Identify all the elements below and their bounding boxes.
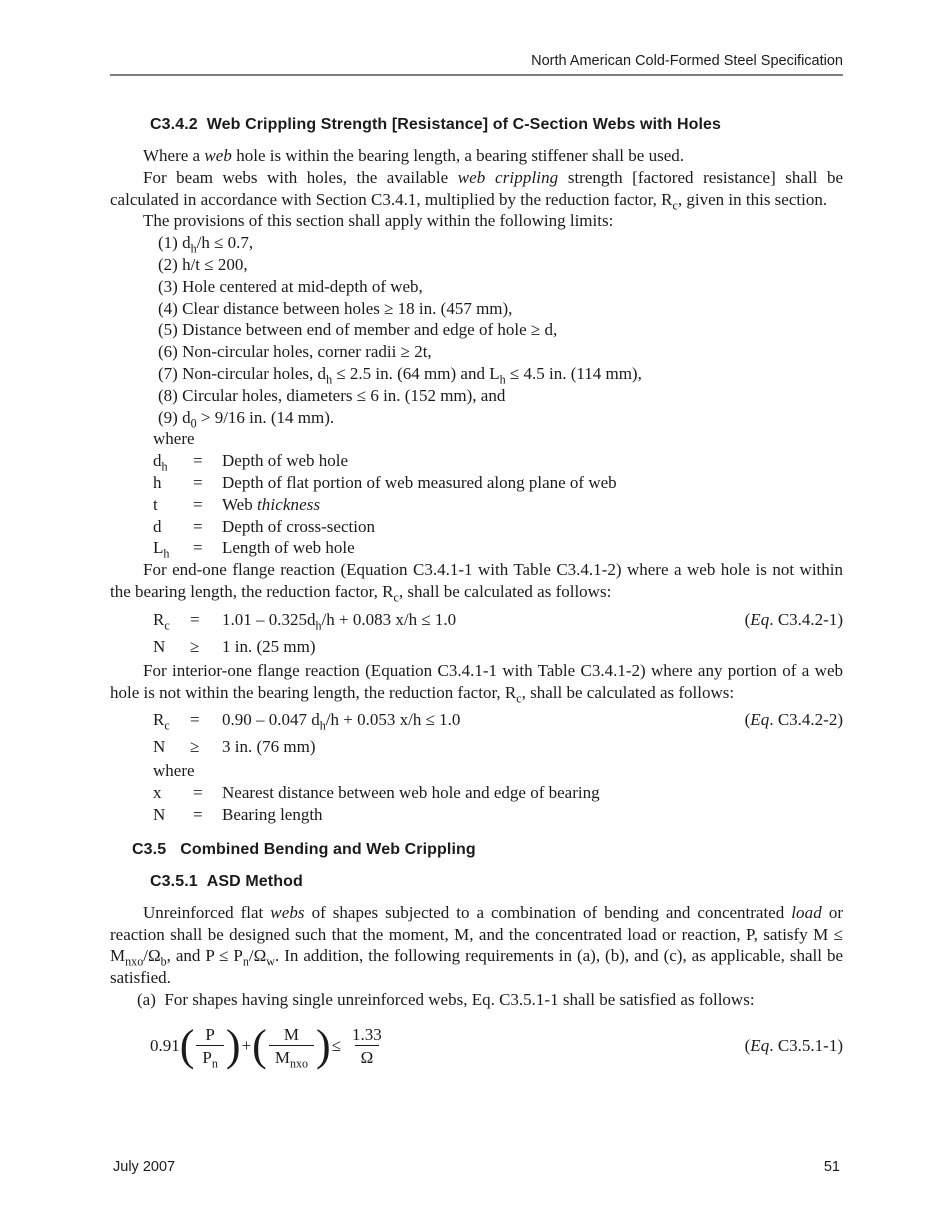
limit-item-8: (8) Circular holes, diameters ≤ 6 in. (152 mm), and xyxy=(158,385,506,405)
definition-symbol: $L_h$ xyxy=(153,538,170,561)
equation-c3421 xyxy=(153,606,843,633)
paragraph-interior-one-flange: For interior-one flange reaction (Equation C3.4.1-1 with Table C3.4.1-2) where any portion of a web hole is not within the bearing length, the reduction factor, $R_c$, shall be calculated as follows: xyxy=(110,660,843,705)
section-title: Combined Bending and Web Crippling xyxy=(180,840,476,858)
definition-symbol: N xyxy=(153,804,166,824)
definition-text: Depth of web hole xyxy=(222,451,349,471)
condition-value: 3 in. (76 mm) xyxy=(222,737,316,757)
leq-operator: ≤ xyxy=(331,1036,342,1056)
fraction-denominator: Ω xyxy=(355,1045,380,1067)
equation-relation: = xyxy=(190,609,200,629)
page-header xyxy=(110,52,843,70)
definition-lh xyxy=(153,537,843,559)
footer-page-number: 51 xyxy=(823,1159,840,1175)
condition-symbol: N xyxy=(153,636,166,656)
equation-c3511 xyxy=(150,1015,843,1077)
section-heading-c35 xyxy=(132,840,843,860)
definition-t xyxy=(153,494,843,516)
list-item-a: (a) For shapes having single unreinforced webs, Eq. C3.5.1-1 shall be satisfied as follows: xyxy=(137,989,755,1009)
section-title: Web Crippling Strength [Resistance] of C-Section Webs with Holes xyxy=(206,116,722,133)
limit-item-5: (5) Distance between end of member and edge of hole ≥ d, xyxy=(158,320,558,340)
definition-symbol: t xyxy=(153,494,158,514)
equation-number: (Eq. C3.4.2-2) xyxy=(744,710,843,730)
where-block-1 xyxy=(153,428,843,559)
limits-list xyxy=(158,232,843,428)
limit-item-9: (9) $d_0 > 9/16$ in. (14 mm). xyxy=(158,407,335,430)
page-footer xyxy=(113,1157,840,1179)
condition-n-2 xyxy=(153,733,843,760)
definition-symbol: h xyxy=(153,472,162,492)
equation-lhs: $R_c$ xyxy=(153,609,170,633)
equation-expression: 0.90 – 0.047 $d_h/h + 0.053$ x/h ≤ 1.0 xyxy=(222,710,461,733)
limit-item-6: (6) Non-circular holes, corner radii ≥ 2t, xyxy=(158,342,432,362)
definition-equals: = xyxy=(193,451,203,471)
definition-equals: = xyxy=(193,783,203,803)
fraction-denominator: $P_n$ xyxy=(196,1045,224,1067)
where-block-2 xyxy=(153,760,843,825)
section-number: C3.4.2 xyxy=(150,116,198,133)
definition-h xyxy=(153,472,843,494)
equation-expression: $1.01 - 0.325d_h/h + 0.083$ x/h ≤ 1.0 xyxy=(222,609,457,633)
section-heading-c342 xyxy=(150,115,843,135)
definition-equals: = xyxy=(193,538,203,558)
condition-n-1 xyxy=(153,633,843,660)
section-number: C3.5.1 xyxy=(150,872,198,890)
equation-expression xyxy=(150,1021,745,1071)
fraction-p-pn xyxy=(196,1024,224,1071)
definition-x xyxy=(153,782,843,804)
where-label: where xyxy=(153,761,195,781)
open-paren: ( xyxy=(179,1021,195,1071)
close-paren: ) xyxy=(225,1021,241,1071)
equation-c3422 xyxy=(153,706,843,733)
section-title: ASD Method xyxy=(206,872,303,890)
condition-symbol: N xyxy=(153,737,166,757)
equation-number: (Eq. C3.4.2-1) xyxy=(744,609,843,629)
definition-dh xyxy=(153,450,843,472)
footer-date: July 2007 xyxy=(113,1159,176,1175)
definition-equals: = xyxy=(193,804,203,824)
limit-item-4: (4) Clear distance between holes ≥ 18 in. (457 mm), xyxy=(158,298,513,318)
limit-item-2: (2) h/t ≤ 200, xyxy=(158,254,248,274)
condition-relation: ≥ xyxy=(190,636,200,656)
definition-symbol: d xyxy=(153,516,162,536)
header-rule xyxy=(110,74,843,76)
equation-coefficient: 0.91 xyxy=(150,1036,180,1056)
definition-n xyxy=(153,804,843,826)
header-title: North American Cold-Formed Steel Specification xyxy=(531,53,843,69)
plus-operator: + xyxy=(241,1036,252,1056)
paragraph-provisions: The provisions of this section shall apply within the following limits: xyxy=(143,211,614,231)
definition-text: Web thickness xyxy=(222,494,321,514)
close-paren: ) xyxy=(316,1021,331,1071)
definition-equals: = xyxy=(193,516,203,536)
fraction-numerator: M xyxy=(283,1024,299,1044)
fraction-numerator: P xyxy=(205,1024,215,1044)
definition-text: Bearing length xyxy=(222,804,323,824)
definition-equals: = xyxy=(193,472,203,492)
definition-text: Depth of flat portion of web measured along plane of web xyxy=(222,472,617,492)
fraction-133-omega xyxy=(346,1025,388,1067)
section-heading-c351 xyxy=(150,872,843,892)
definition-text: Depth of cross-section xyxy=(222,516,375,536)
fraction-numerator: 1.33 xyxy=(352,1024,382,1044)
equation-relation: = xyxy=(190,710,200,730)
equation-number: (Eq. C3.5.1-1) xyxy=(744,1036,843,1056)
limit-item-1: (1) $d_h/h \le 0.7$, xyxy=(158,233,254,256)
fraction-m-mnxo xyxy=(269,1024,314,1071)
fraction-denominator: $M_{nxo}$ xyxy=(269,1045,314,1067)
page-content xyxy=(110,88,843,1077)
limit-item-3: (3) Hole centered at mid-depth of web, xyxy=(158,276,423,296)
definition-equals: = xyxy=(193,494,203,514)
paragraph-unreinforced-webs: Unreinforced flat webs of shapes subjected to a combination of bending and concentrated load or reaction shall be designed such that the moment, M, and the concentrated load or reaction, P, satisfy $M \le M_{nxo}/\Omega_b$, and $P \le P_n/\Omega_w$. In addition, the following requirements in (a), (b), and (c), as applicable, shall be satisfied. xyxy=(110,902,843,988)
paragraph-end-one-flange: For end-one flange reaction (Equation C3.4.1-1 with Table C3.4.1-2) where a web hole is not within the bearing length, the reduction factor, $R_c$, shall be calculated as follows: xyxy=(110,560,843,605)
where-label: where xyxy=(153,429,195,449)
definition-symbol: $d_h$ xyxy=(153,451,168,474)
section-number: C3.5 xyxy=(132,840,167,858)
definition-text: Nearest distance between web hole and edge of bearing xyxy=(222,783,600,803)
definition-d xyxy=(153,516,843,538)
equation-lhs: $R_c$ xyxy=(153,710,170,733)
open-paren: ( xyxy=(252,1021,267,1071)
definition-text: Length of web hole xyxy=(222,538,355,558)
condition-relation: ≥ xyxy=(190,737,200,757)
limit-item-7: (7) Non-circular holes, $d_h \le 2.5$ in. (64 mm) and $L_h \le 4.5$ in. (114 mm), xyxy=(158,363,642,387)
definition-symbol: x xyxy=(153,783,162,803)
condition-value: 1 in. (25 mm) xyxy=(222,636,316,656)
paragraph-bearing-stiffener: Where a web hole is within the bearing length, a bearing stiffener shall be used. xyxy=(143,146,684,165)
paragraph-beam-webs: For beam webs with holes, the available web crippling strength [factored resistance] shall be calculated in accordance with Section C3.4.1, multiplied by the reduction factor, $R_c$, given in this section. xyxy=(110,167,844,212)
